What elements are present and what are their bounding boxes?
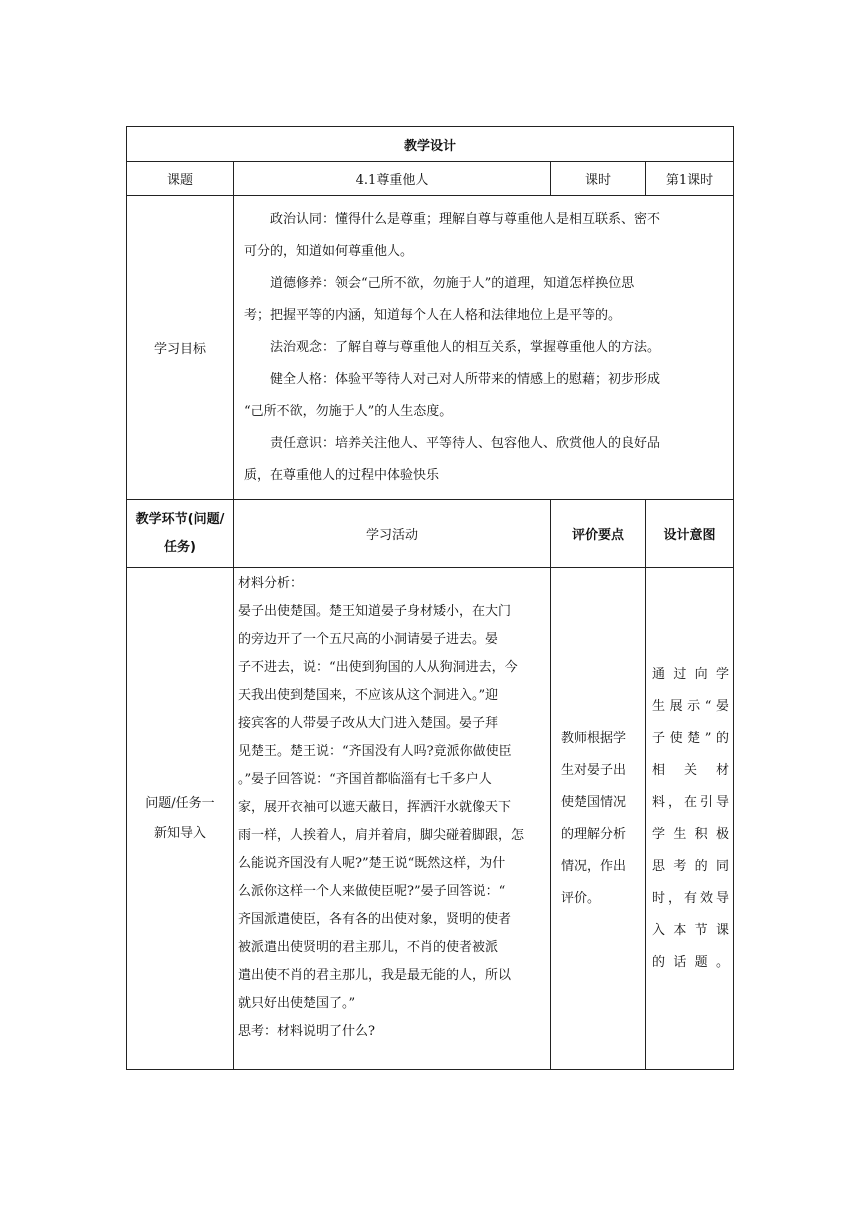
material-line: 家，展开衣袖可以遮天蔽日，挥洒汗水就像天下 — [238, 800, 512, 815]
material-line: 么派你这样一个人来做使臣呢?”晏子回答说：“ — [238, 884, 506, 899]
material-line: 遣出使不肖的君主那儿，我是最无能的人，所以 — [238, 968, 512, 983]
lesson-plan-table — [126, 126, 734, 1070]
goal-line: “己所不欲，勿施于人”的人生态度。 — [244, 403, 453, 419]
material-cell — [234, 568, 551, 1070]
intent-cell — [646, 568, 734, 1070]
header-evaluation: 评价要点 — [551, 500, 646, 568]
topic-value: 4.1尊重他人 — [234, 162, 551, 196]
goal-line: 健全人格：体验平等待人对己对人所带来的情感上的慰藉；初步形成 — [270, 371, 661, 387]
material-line: 天我出使到楚国来，不应该从这个洞进入。”迎 — [238, 688, 499, 703]
stage-line: 新知导入 — [153, 825, 206, 841]
material-line: 么能说齐国没有人呢?”楚王说“既然这样，为什 — [238, 856, 506, 871]
evaluation-line: 使楚国情况 — [561, 794, 627, 810]
stage-cell — [127, 568, 234, 1070]
evaluation-line: 教师根据学 — [561, 730, 627, 746]
intent-line: 思考的同 — [652, 858, 730, 874]
material-line: 齐国派遣使臣，各有各的出使对象，贤明的使者 — [238, 912, 512, 927]
evaluation-line: 情况，作出 — [561, 858, 627, 874]
intent-line: 子使楚”的 — [652, 730, 730, 746]
period-value: 第1课时 — [646, 162, 734, 196]
table-title: 教学设计 — [127, 127, 734, 162]
evaluation-line: 评价。 — [561, 890, 601, 906]
material-line: 雨一样，人挨着人，肩并着肩，脚尖碰着脚跟，怎 — [238, 828, 525, 843]
material-line: 晏子出使楚国。楚王知道晏子身材矮小，在大门 — [238, 604, 512, 619]
period-label: 课时 — [551, 162, 646, 196]
evaluation-cell — [551, 568, 646, 1070]
intent-line: 料，在引导 — [652, 794, 730, 810]
material-line: 思考：材料说明了什么? — [238, 1024, 375, 1039]
goal-line: 考；把握平等的内涵，知道每个人在人格和法律地位上是平等的。 — [244, 307, 622, 323]
header-stage: 教学环节(问题/任务) — [127, 500, 234, 568]
topic-label: 课题 — [127, 162, 234, 196]
goal-line: 政治认同：懂得什么是尊重；理解自尊与尊重他人是相互联系、密不 — [270, 211, 661, 227]
goal-line: 质，在尊重他人的过程中体验快乐 — [244, 467, 440, 483]
goal-line: 可分的，知道如何尊重他人。 — [244, 243, 414, 259]
goals-content — [234, 196, 734, 500]
goal-line: 责任意识：培养关注他人、平等待人、包容他人、欣赏他人的良好品 — [270, 435, 661, 451]
material-line: 材料分析： — [238, 576, 304, 591]
header-intent: 设计意图 — [646, 500, 734, 568]
material-line: 。”晏子回答说：“齐国首都临淄有七千多户人 — [238, 772, 492, 787]
stage-line: 问题/任务一 — [145, 795, 215, 811]
intent-line: 通过向学 — [652, 666, 730, 682]
material-line: 子不进去，说：“出使到狗国的人从狗洞进去，今 — [238, 660, 518, 675]
material-line: 被派遣出使贤明的君主那儿，不肖的使者被派 — [238, 940, 499, 955]
intent-line: 学生积极 — [652, 826, 730, 842]
evaluation-line: 生对晏子出 — [561, 762, 627, 778]
intent-line: 相关材 — [652, 762, 730, 778]
material-line: 见楚王。楚王说：“齐国没有人吗?竟派你做使臣 — [238, 744, 512, 759]
intent-line: 时，有效导 — [652, 890, 730, 906]
goal-line: 道德修养：领会“己所不欲，勿施于人”的道理，知道怎样换位思 — [270, 275, 635, 291]
evaluation-line: 的理解分析 — [561, 826, 627, 842]
goals-label: 学习目标 — [127, 196, 234, 500]
goal-line: 法治观念：了解自尊与尊重他人的相互关系，掌握尊重他人的方法。 — [270, 339, 661, 355]
intent-line: 入本节课 — [652, 922, 730, 938]
material-line: 的旁边开了一个五尺高的小洞请晏子进去。晏 — [238, 632, 499, 647]
intent-line: 生展示“晏 — [652, 698, 730, 714]
header-activity: 学习活动 — [234, 500, 551, 568]
intent-line: 的话题。 — [652, 954, 730, 970]
material-line: 接宾客的人带晏子改从大门进入楚国。晏子拜 — [238, 716, 499, 731]
material-line: 就只好出使楚国了。” — [238, 996, 356, 1011]
